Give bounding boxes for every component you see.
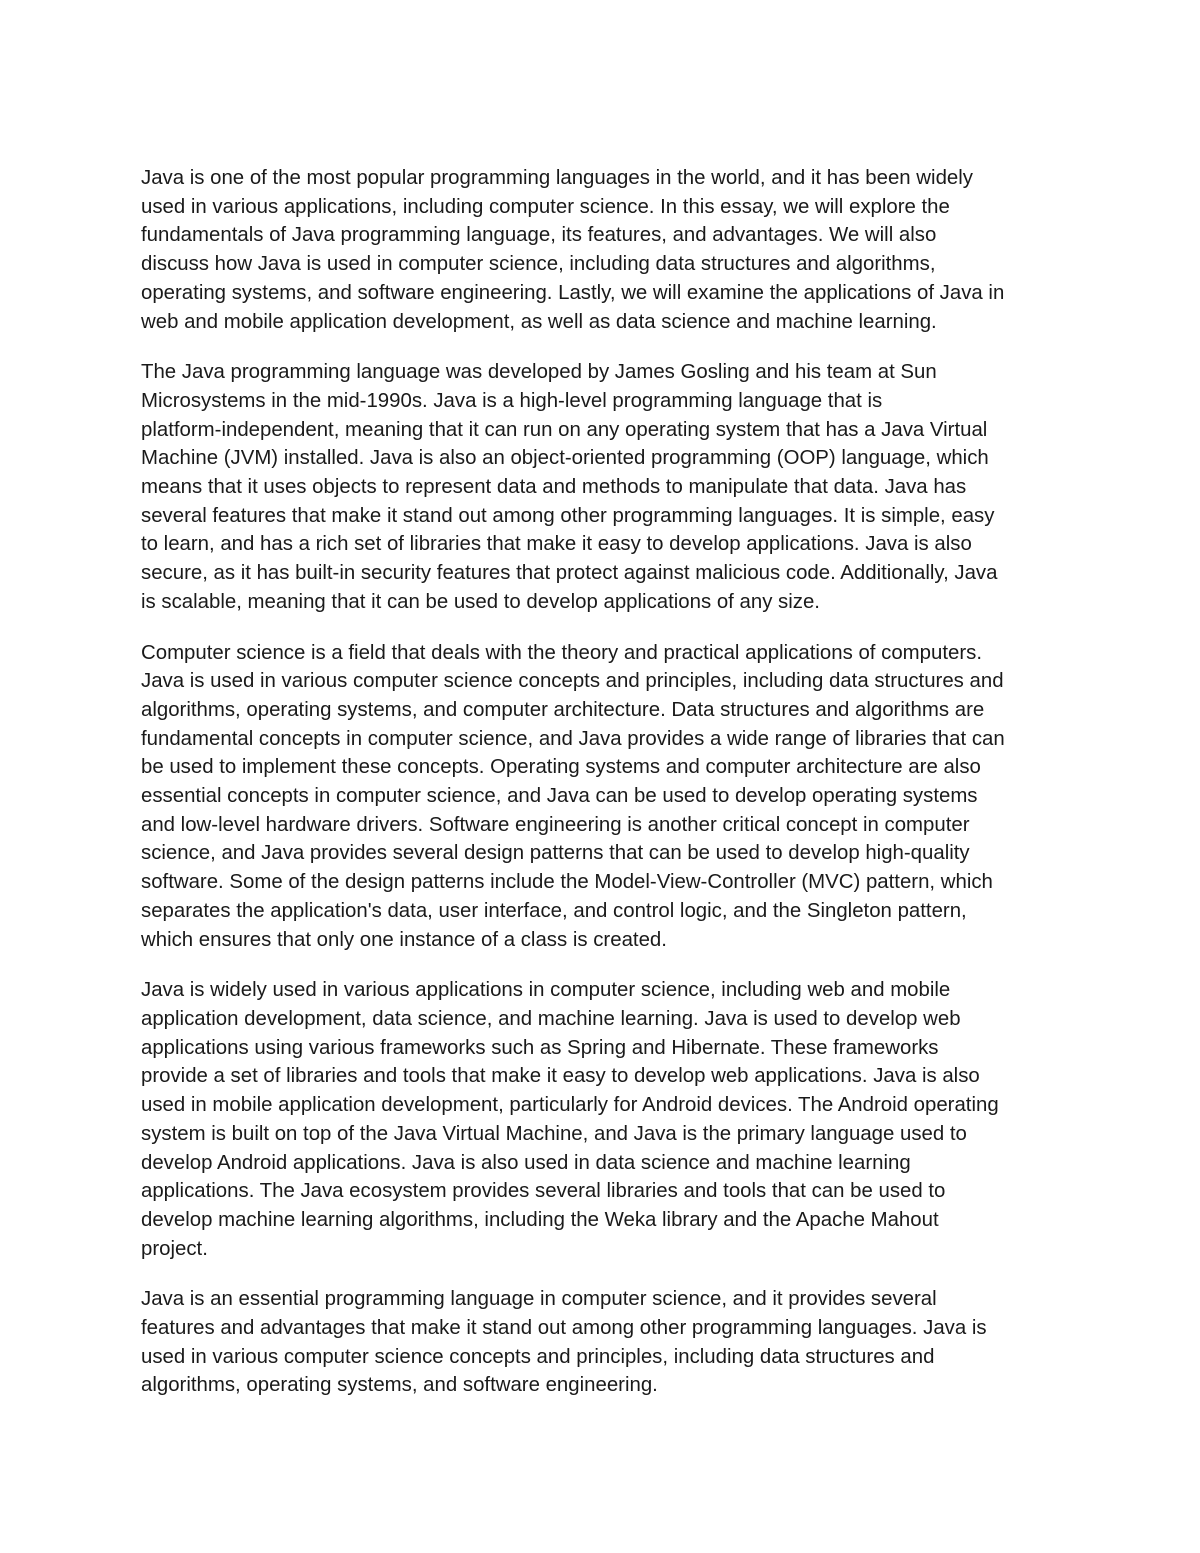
text-line: Microsystems in the mid-1990s. Java is a high-level programming language that is [141, 389, 883, 412]
text-line: web and mobile application development, as well as data science and machine learning. [141, 310, 937, 333]
text-line: used in mobile application development, particularly for Android devices. The Android operating [141, 1094, 999, 1117]
text-line: develop Android applications. Java is also used in data science and machine learning [141, 1151, 911, 1174]
text-line: essential concepts in computer science, and Java can be used to develop operating systems [141, 785, 978, 808]
text-line: The Java programming language was developed by James Gosling and his team at Sun [141, 361, 937, 384]
text-line: features and advantages that make it stand out among other programming languages. Java is [141, 1317, 987, 1340]
text-line: means that it uses objects to represent data and methods to manipulate that data. Java has [141, 476, 967, 499]
text-line: separates the application's data, user interface, and control logic, and the Singleton pattern, [141, 899, 967, 922]
text-line: algorithms, operating systems, and computer architecture. Data structures and algorithms are [141, 698, 985, 721]
text-line: secure, as it has built-in security features that protect against malicious code. Additionally, Java [141, 562, 998, 585]
text-line: Computer science is a field that deals with the theory and practical applications of computers. [141, 641, 982, 664]
text-line: platform-independent, meaning that it can run on any operating system that has a Java Virtual [141, 418, 988, 441]
text-line: several features that make it stand out among other programming languages. It is simple, easy [141, 504, 995, 527]
text-line: applications. The Java ecosystem provides several libraries and tools that can be used to [141, 1180, 946, 1203]
text-line: operating systems, and software engineering. Lastly, we will examine the applications of Java in [141, 281, 1005, 304]
text-line: Machine (JVM) installed. Java is also an object-oriented programming (OOP) language, which [141, 447, 989, 470]
text-line: to learn, and has a rich set of libraries that make it easy to develop applications. Java is also [141, 533, 972, 556]
paragraph-3 [141, 639, 1059, 955]
text-line: and low-level hardware drivers. Software engineering is another critical concept in computer [141, 813, 970, 836]
paragraph-5 [141, 1285, 1059, 1400]
text-line: which ensures that only one instance of a class is created. [141, 928, 667, 951]
document-body [141, 164, 1059, 1422]
paragraph-4 [141, 976, 1059, 1263]
text-line: is scalable, meaning that it can be used to develop applications of any size. [141, 590, 820, 613]
text-line: Java is used in various computer science concepts and principles, including data structures and [141, 670, 1004, 693]
text-line: fundamental concepts in computer science, and Java provides a wide range of libraries that can [141, 727, 1005, 750]
text-line: Java is one of the most popular programming languages in the world, and it has been widely [141, 167, 973, 189]
text-line: used in various applications, including computer science. In this essay, we will explore the [141, 195, 950, 218]
text-line: Java is widely used in various applications in computer science, including web and mobile [141, 979, 951, 1002]
paragraph-2 [141, 358, 1059, 616]
text-line: fundamentals of Java programming language, its features, and advantages. We will also [141, 224, 937, 247]
text-line: provide a set of libraries and tools that make it easy to develop web applications. Java is also [141, 1065, 980, 1088]
text-line: application development, data science, and machine learning. Java is used to develop web [141, 1007, 961, 1030]
text-line: develop machine learning algorithms, including the Weka library and the Apache Mahout [141, 1208, 939, 1231]
text-line: project. [141, 1237, 208, 1260]
text-line: used in various computer science concepts and principles, including data structures and [141, 1345, 935, 1368]
text-line: applications using various frameworks such as Spring and Hibernate. These frameworks [141, 1036, 939, 1059]
text-line: science, and Java provides several design patterns that can be used to develop high-quality [141, 842, 970, 865]
text-line: algorithms, operating systems, and software engineering. [141, 1374, 658, 1397]
text-line: discuss how Java is used in computer science, including data structures and algorithms, [141, 253, 936, 276]
text-line: software. Some of the design patterns include the Model-View-Controller (MVC) pattern, which [141, 871, 993, 894]
paragraph-1 [141, 164, 1059, 336]
text-line: be used to implement these concepts. Operating systems and computer architecture are also [141, 756, 981, 779]
text-line: Java is an essential programming language in computer science, and it provides several [141, 1288, 937, 1311]
text-line: system is built on top of the Java Virtual Machine, and Java is the primary language used to [141, 1122, 967, 1145]
